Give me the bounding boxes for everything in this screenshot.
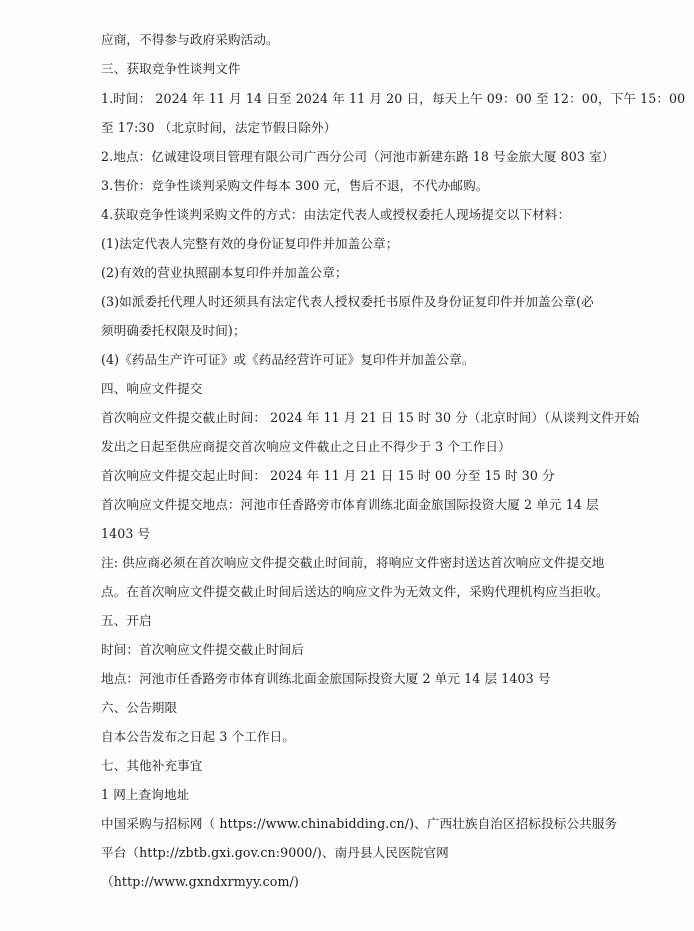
text-line: (1)法定代表人完整有效的身份证复印件并加盖公章； [101,236,399,251]
text-line: 自本公告发布之日起 3 个工作日。 [101,729,296,744]
text-line: 首次响应文件提交地点：河池市任香路旁市体育训练北面金旅国际投资大厦 2 单元 14 层 [101,497,599,512]
section-heading-6: 六、公告期限 [101,700,178,715]
text-line: 2.地点：亿诚建设项目管理有限公司广西分公司（河池市新建东路 18 号金旅大厦 803 室） [101,149,615,164]
text-line: (4)《药品生产许可证》或《药品经营许可证》复印件并加盖公章。 [101,352,475,367]
text-line: 1403 号 [101,526,151,541]
text-line: 点。在首次响应文件提交截止时间后送达的响应文件为无效文件，采购代理机构应当拒收。 [101,584,609,599]
text-line: 时间：首次响应文件提交截止时间后 [101,642,305,657]
section-heading-3: 三、获取竞争性谈判文件 [101,61,241,76]
text-line: 首次响应文件提交起止时间： 2024 年 11 月 21 日 15 时 00 分至 15 时 30 分 [101,468,555,483]
section-heading-4: 四、响应文件提交 [101,381,203,396]
text-line: 中国采购与招标网（ https://www.chinabidding.cn/)、广西壮族自治区招标投标公共服务 [101,816,618,831]
text-line: 应商，不得参与政府采购活动。 [101,32,279,47]
text-line: 1.时间： 2024 年 11 月 14 日至 2024 年 11 月 20 日，每天上午 09：00 至 12：00，下午 15：00 [101,91,686,106]
section-heading-7: 七、其他补充事宜 [101,758,203,773]
text-line: 平台（http://zbtb.gxi.gov.cn:9000/)、南丹县人民医院官网 [101,845,449,860]
text-line: (3)如派委托代理人时还须具有法定代表人授权委托书原件及身份证复印件并加盖公章(必 [101,294,594,309]
text-line: 首次响应文件提交截止时间： 2024 年 11 月 21 日 15 时 30 分（北京时间）（从谈判文件开始 [101,410,640,425]
text-line: 须明确委托权限及时间)； [101,323,246,338]
section-heading-5: 五、开启 [101,613,152,628]
text-line: 注: 供应商必须在首次响应文件提交截止时间前，将响应文件密封送达首次响应文件提交地 [101,555,605,570]
text-line: 3.售价：竞争性谈判采购文件每本 300 元，售后不退，不代办邮购。 [101,178,489,193]
text-line: 1 网上查询地址 [101,787,190,802]
text-line: （http://www.gxndxrmyy.com/) [101,874,299,889]
text-line: 发出之日起至供应商提交首次响应文件截止之日止不得少于 3 个工作日） [101,439,511,454]
text-line: 4.获取竞争性谈判采购文件的方式：由法定代表人或授权委托人现场提交以下材料： [101,207,571,222]
text-line: 至 17:30 （北京时间，法定节假日除外） [101,120,337,135]
text-line: 地点：河池市任香路旁市体育训练北面金旅国际投资大厦 2 单元 14 层 1403 号 [101,671,551,686]
text-line: (2)有效的营业执照副本复印件并加盖公章； [101,265,348,280]
